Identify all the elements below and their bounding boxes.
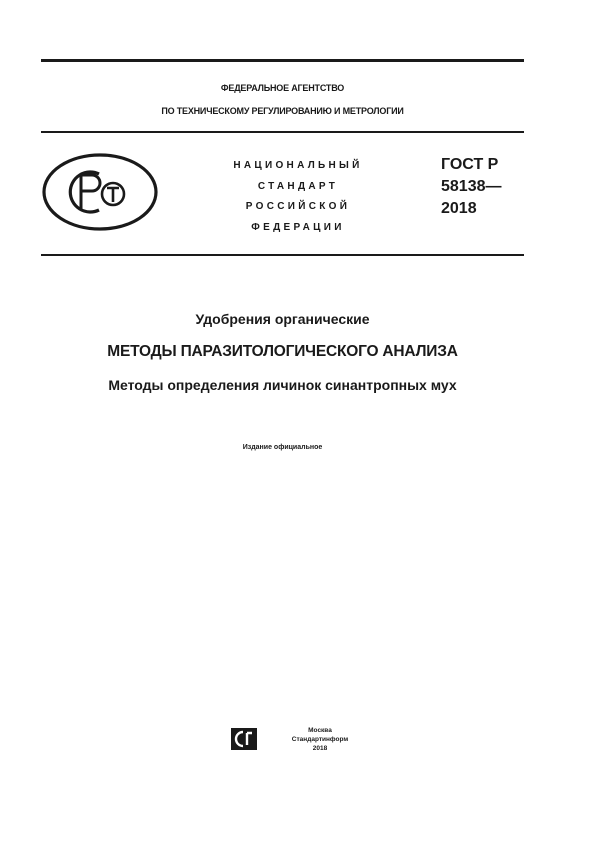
national-standard-line-2: СТАНДАРТ — [257, 180, 339, 192]
gost-number: 58138— — [441, 178, 502, 195]
gost-prefix: ГОСТ Р — [441, 156, 499, 173]
document-subtitle: Методы определения личинок синантропных мух — [108, 377, 457, 393]
publisher-year: 2018 — [312, 745, 328, 752]
national-standard-line-1: НАЦИОНАЛЬНЫЙ — [233, 160, 363, 171]
edition-note: Издание официальное — [242, 444, 323, 451]
top-rule — [41, 59, 524, 62]
national-standard-line-3: РОССИЙСКОЙ — [245, 201, 351, 212]
gost-year: 2018 — [441, 200, 477, 217]
document-main-title: МЕТОДЫ ПАРАЗИТОЛОГИЧЕСКОГО АНАЛИЗА — [107, 343, 458, 360]
publisher-imprint — [285, 726, 355, 753]
header-rule-lower — [41, 254, 524, 256]
rst-certification-mark-icon — [41, 152, 159, 232]
national-standard-line-4: ФЕДЕРАЦИИ — [251, 221, 345, 233]
publisher-name: Стандартинформ — [291, 736, 349, 743]
header-rule-upper — [41, 131, 524, 133]
publisher-city: Москва — [308, 727, 332, 734]
standartinform-logo-icon — [230, 727, 258, 751]
document-group-title: Удобрения органические — [195, 311, 370, 327]
gost-designation — [441, 154, 502, 220]
national-standard-heading — [208, 156, 388, 238]
agency-line-1: ФЕДЕРАЛЬНОЕ АГЕНТСТВО — [220, 83, 345, 93]
agency-line-2: ПО ТЕХНИЧЕСКОМУ РЕГУЛИРОВАНИЮ И МЕТРОЛОГИИ — [161, 106, 404, 116]
